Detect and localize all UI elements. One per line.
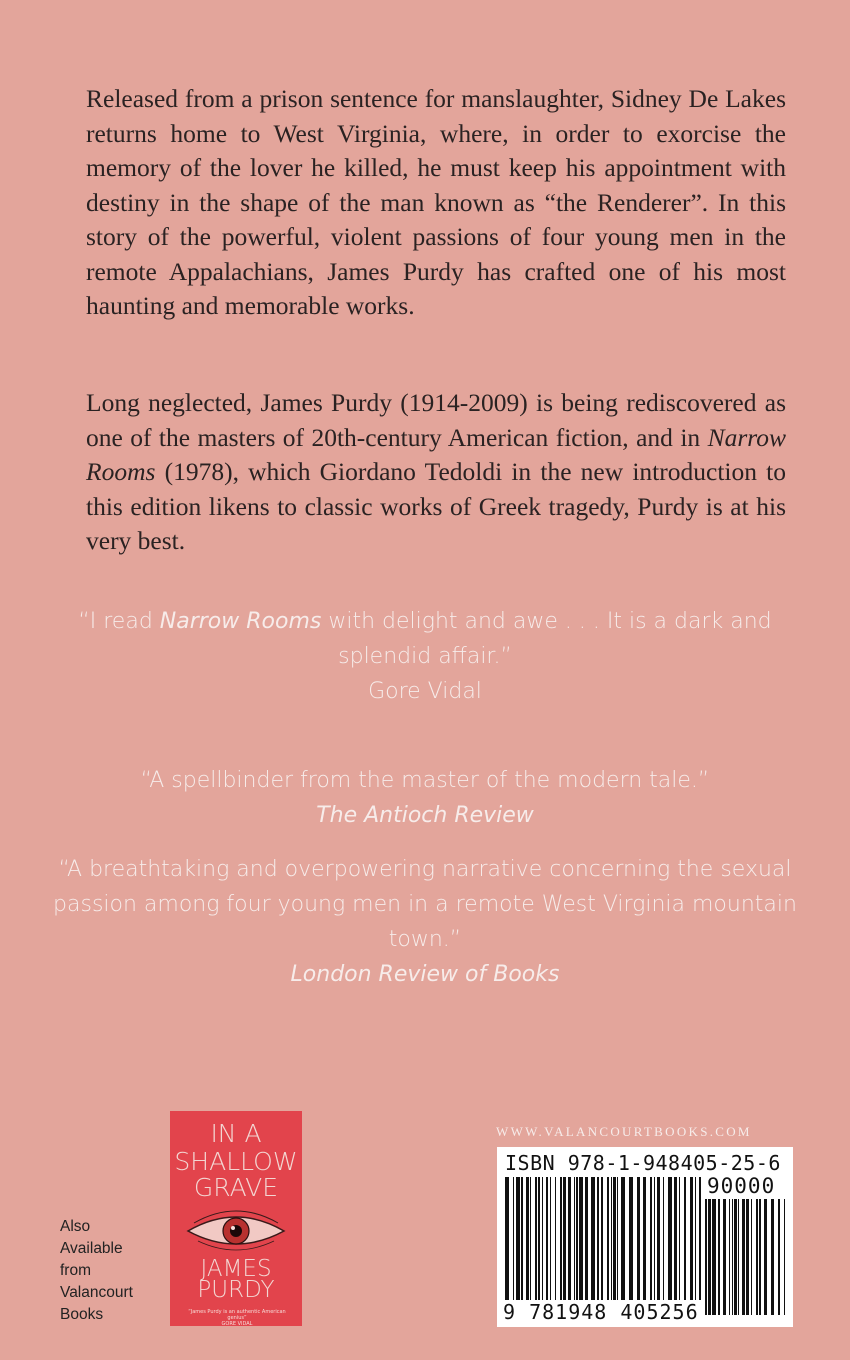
review-quote-1: [40, 604, 810, 709]
quote-text: “A spellbinder from the master of the modern tale.”: [140, 768, 710, 793]
price-code: 90000: [707, 1174, 776, 1198]
cover-author-line: PURDY: [197, 1277, 275, 1303]
blurb-paragraph-1: Released from a prison sentence for manslaughter, Sidney De Lakes returns home to West Virginia, where, in order to exorcise the memory of the lover he killed, he must keep his appointment with destiny in the shape of the man known as “the Renderer”. In this story of the powerful, violent passions of four young men in the remote Appalachians, James Purdy has crafted one of his most haunting and memorable works.: [86, 84, 786, 320]
cover-title-line: IN A: [210, 1119, 262, 1148]
review-quote-3: [40, 852, 810, 992]
cover-author: [170, 1256, 302, 1303]
quote-text: “A breathtaking and overpowering narrative concerning the sexual passion among four young men in a remote West Virginia mountain town.”: [53, 857, 797, 952]
cover-quote-text: “James Purdy is an authentic American genius”: [188, 1309, 286, 1321]
isbn-number: ISBN 978-1-948405-25-6: [505, 1151, 781, 1175]
blurb-paragraph-2-start: Long neglected, James Purdy (1914-2009) is being rediscovered as one of the masters of 20th-century American fiction, and in: [86, 388, 786, 452]
ean-barcode-bars: [505, 1177, 701, 1315]
ean-number: 9 781948 405256: [503, 1300, 699, 1324]
blurb-paragraph-2-end: (1978), which Giordano Tedoldi in the new introduction to this edition likens to classic works of Greek tragedy, Purdy is at his very best.: [86, 457, 786, 555]
barcode: [497, 1147, 793, 1327]
eye-illustration-icon: [184, 1209, 288, 1253]
cover-quote-source: GORE VIDAL: [221, 1321, 253, 1326]
quote-book-title: Narrow Rooms: [159, 609, 322, 634]
blurb-paragraph-2: [86, 386, 786, 559]
also-available-label: Also Available from Valancourt Books: [60, 1218, 133, 1323]
related-book-cover[interactable]: [170, 1111, 302, 1326]
cover-quote: [178, 1309, 296, 1326]
addon-barcode-bars: [705, 1199, 785, 1315]
quote-text-start: “I read: [78, 609, 160, 634]
quote-source: Gore Vidal: [368, 679, 482, 704]
quote-text-end: with delight and awe . . . It is a dark and splendid affair.”: [321, 609, 772, 669]
publisher-website[interactable]: WWW.VALANCOURTBOOKS.COM: [496, 1124, 752, 1139]
cover-title-line: SHALLOW: [174, 1147, 298, 1176]
book-title-italic: Narrow Rooms: [86, 422, 786, 486]
cover-title-line: GRAVE: [193, 1173, 279, 1202]
quote-text: [78, 609, 771, 669]
quote-source: London Review of Books: [290, 962, 560, 987]
cover-author-line: JAMES: [200, 1256, 272, 1282]
review-quote-2: [40, 763, 810, 833]
quote-source: The Antioch Review: [316, 803, 534, 828]
